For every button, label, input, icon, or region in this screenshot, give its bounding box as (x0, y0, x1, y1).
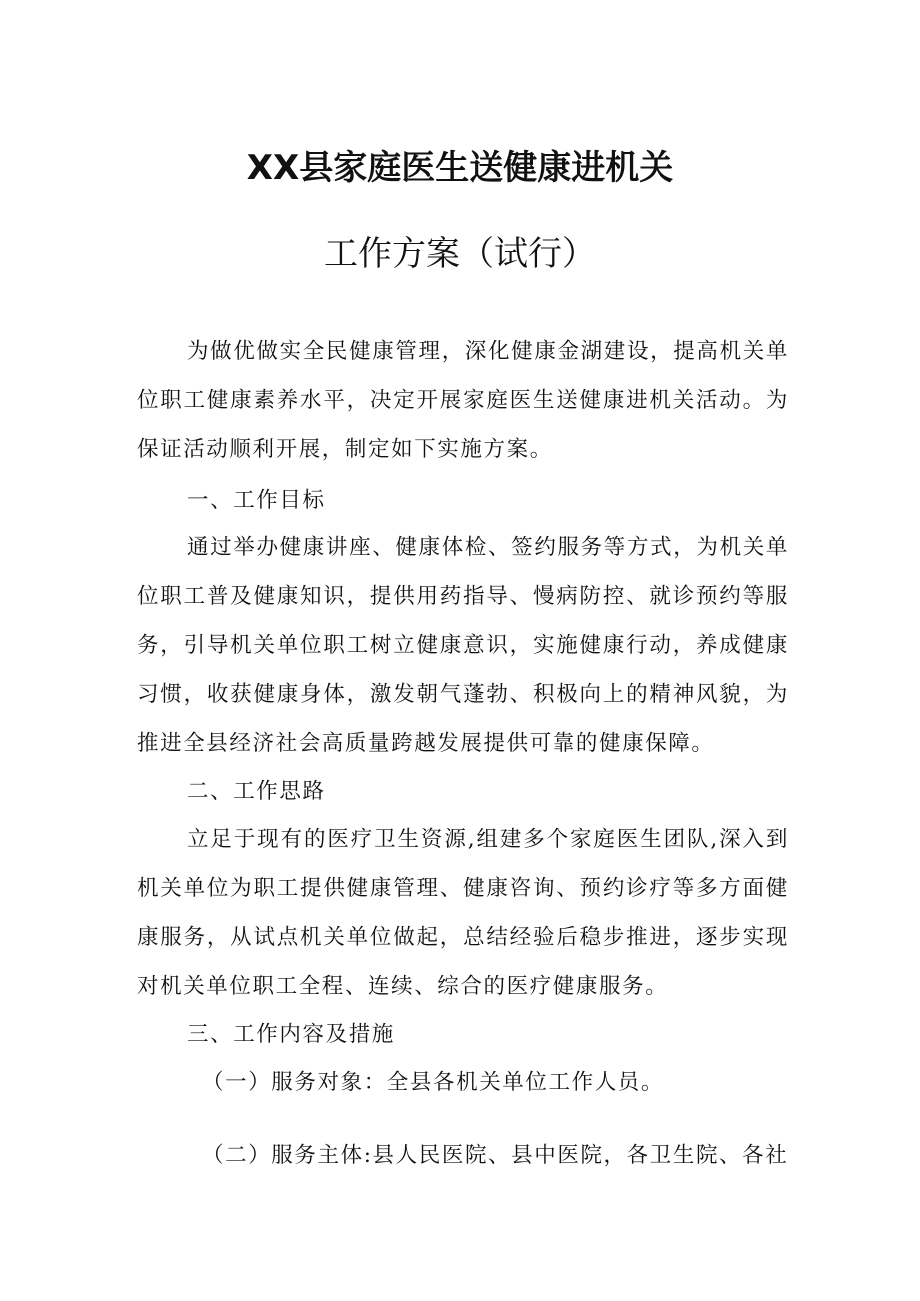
sub-item-service-provider: （二）服务主体:县人民医院、县中医院，各卫生院、各社 (202, 1143, 789, 1168)
intro-paragraph: 为做优做实全民健康管理，深化健康金湖建设，提高机关单位职工健康素养水平，决定开展家庭医生送健康进机关活动。为保证活动顺利开展，制定如下实施方案。 (137, 339, 789, 462)
section-body-goals: 通过举办健康讲座、健康体检、签约服务等方式，为机关单位职工普及健康知识，提供用药指导、慢病防控、就诊预约等服务，引导机关单位职工树立健康意识，实施健康行动，养成健康习惯，收获健康身体，激发朝气蓬勃、积极向上的精神风貌，为推进全县经济社会高质量跨越发展提供可靠的健康保障。 (137, 535, 789, 756)
document-title-line1: XX县家庭医生送健康进机关 (246, 148, 674, 188)
section-heading-approach: 二、工作思路 (187, 779, 326, 804)
section-heading-goals: 一、工作目标 (187, 488, 326, 513)
document-title-line2: 工作方案（试行） (324, 234, 596, 274)
section-body-approach: 立足于现有的医疗卫生资源,组建多个家庭医生团队,深入到机关单位为职工提供健康管理、健康咨询、预约诊疗等多方面健康服务，从试点机关单位做起，总结经验后稳步推进，逐步实现对机关单位职工全程、连续、综合的医疗健康服务。 (137, 827, 789, 999)
section-heading-content-measures: 三、工作内容及措施 (187, 1022, 395, 1047)
sub-item-service-target: （一）服务对象：全县各机关单位工作人员。 (202, 1070, 665, 1095)
